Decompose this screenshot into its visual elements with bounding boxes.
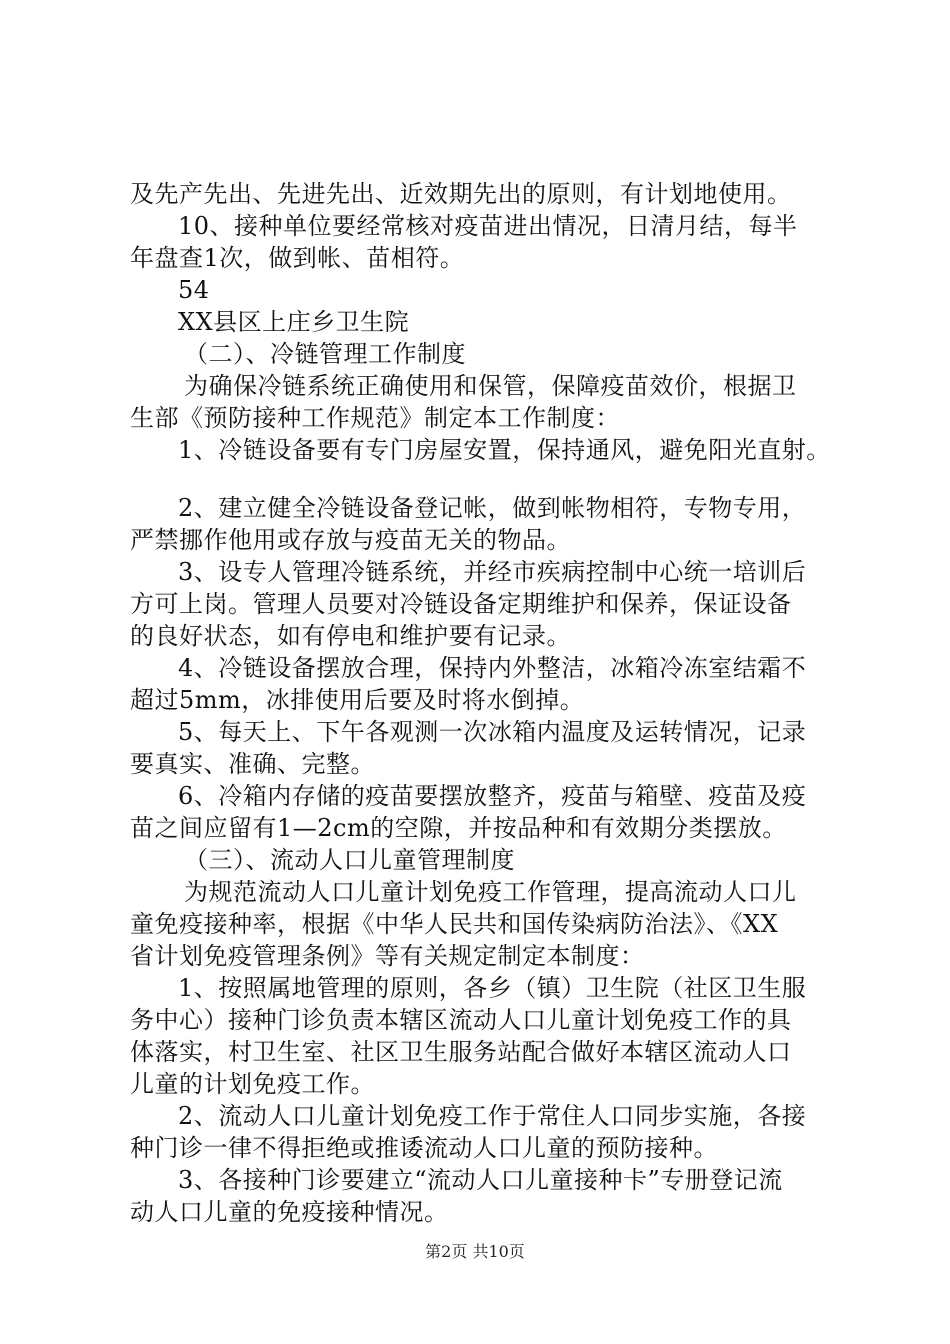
text-line: 3、设专人管理冷链系统，并经市疾病控制中心统一培训后 xyxy=(178,558,807,586)
text-line: 及先产先出、先进先出、近效期先出的原则，有计划地使用。 xyxy=(130,180,792,208)
text-line: 体落实，村卫生室、社区卫生服务站配合做好本辖区流动人口 xyxy=(130,1038,792,1066)
text-line: 种门诊一律不得拒绝或推诿流动人口儿童的预防接种。 xyxy=(130,1134,718,1162)
text-line: 4、冷链设备摆放合理，保持内外整洁，冰箱冷冻室结霜不 xyxy=(178,654,807,682)
text-line: 儿童的计划免疫工作。 xyxy=(130,1070,375,1098)
text-line: 3、各接种门诊要建立“流动人口儿童接种卡”专册登记流 xyxy=(178,1166,783,1194)
text-line: 6、冷箱内存储的疫苗要摆放整齐，疫苗与箱壁、疫苗及疫 xyxy=(178,782,807,810)
text-line: 10、接种单位要经常核对疫苗进出情况，日清月结，每半 xyxy=(178,212,798,240)
section-heading: （二）、冷链管理工作制度 xyxy=(184,340,466,368)
text-line: 省计划免疫管理条例》等有关规定制定本制度： xyxy=(130,942,645,970)
text-line: 要真实、准确、完整。 xyxy=(130,750,375,778)
text-line: 方可上岗。管理人员要对冷链设备定期维护和保养，保证设备 xyxy=(130,590,792,618)
text-line: 童免疫接种率，根据《中华人民共和国传染病防治法》、《XX xyxy=(130,910,779,938)
section-heading: （三）、流动人口儿童管理制度 xyxy=(184,846,515,874)
text-line: 为规范流动人口儿童计划免疫工作管理，提高流动人口儿 xyxy=(184,878,797,906)
text-line: 严禁挪作他用或存放与疫苗无关的物品。 xyxy=(130,526,571,554)
text-line: 为确保冷链系统正确使用和保管，保障疫苗效价，根据卫 xyxy=(184,372,797,400)
text-line: 年盘查1次，做到帐、苗相符。 xyxy=(130,244,465,272)
page-number-in-text: 54 xyxy=(178,276,210,304)
text-line: 1、冷链设备要有专门房屋安置，保持通风，避免阳光直射。 xyxy=(178,436,831,464)
text-line: 生部《预防接种工作规范》制定本工作制度： xyxy=(130,404,620,432)
text-line: 务中心）接种门诊负责本辖区流动人口儿童计划免疫工作的具 xyxy=(130,1006,792,1034)
text-line: 5、每天上、下午各观测一次冰箱内温度及运转情况，记录 xyxy=(178,718,807,746)
text-line: 苗之间应留有1—2cm的空隙，并按品种和有效期分类摆放。 xyxy=(130,814,787,842)
text-line: 1、按照属地管理的原则，各乡（镇）卫生院（社区卫生服 xyxy=(178,974,807,1002)
text-line: 2、建立健全冷链设备登记帐，做到帐物相符，专物专用， xyxy=(178,494,807,522)
organization-name: XX县区上庄乡卫生院 xyxy=(178,308,410,336)
text-line: 2、流动人口儿童计划免疫工作于常住人口同步实施，各接 xyxy=(178,1102,807,1130)
text-line: 的良好状态，如有停电和维护要有记录。 xyxy=(130,622,571,650)
page-footer: 第2页 共10页 xyxy=(425,1242,525,1261)
text-line: 动人口儿童的免疫接种情况。 xyxy=(130,1198,449,1226)
text-line: 超过5mm，冰排使用后要及时将水倒掉。 xyxy=(130,686,585,714)
